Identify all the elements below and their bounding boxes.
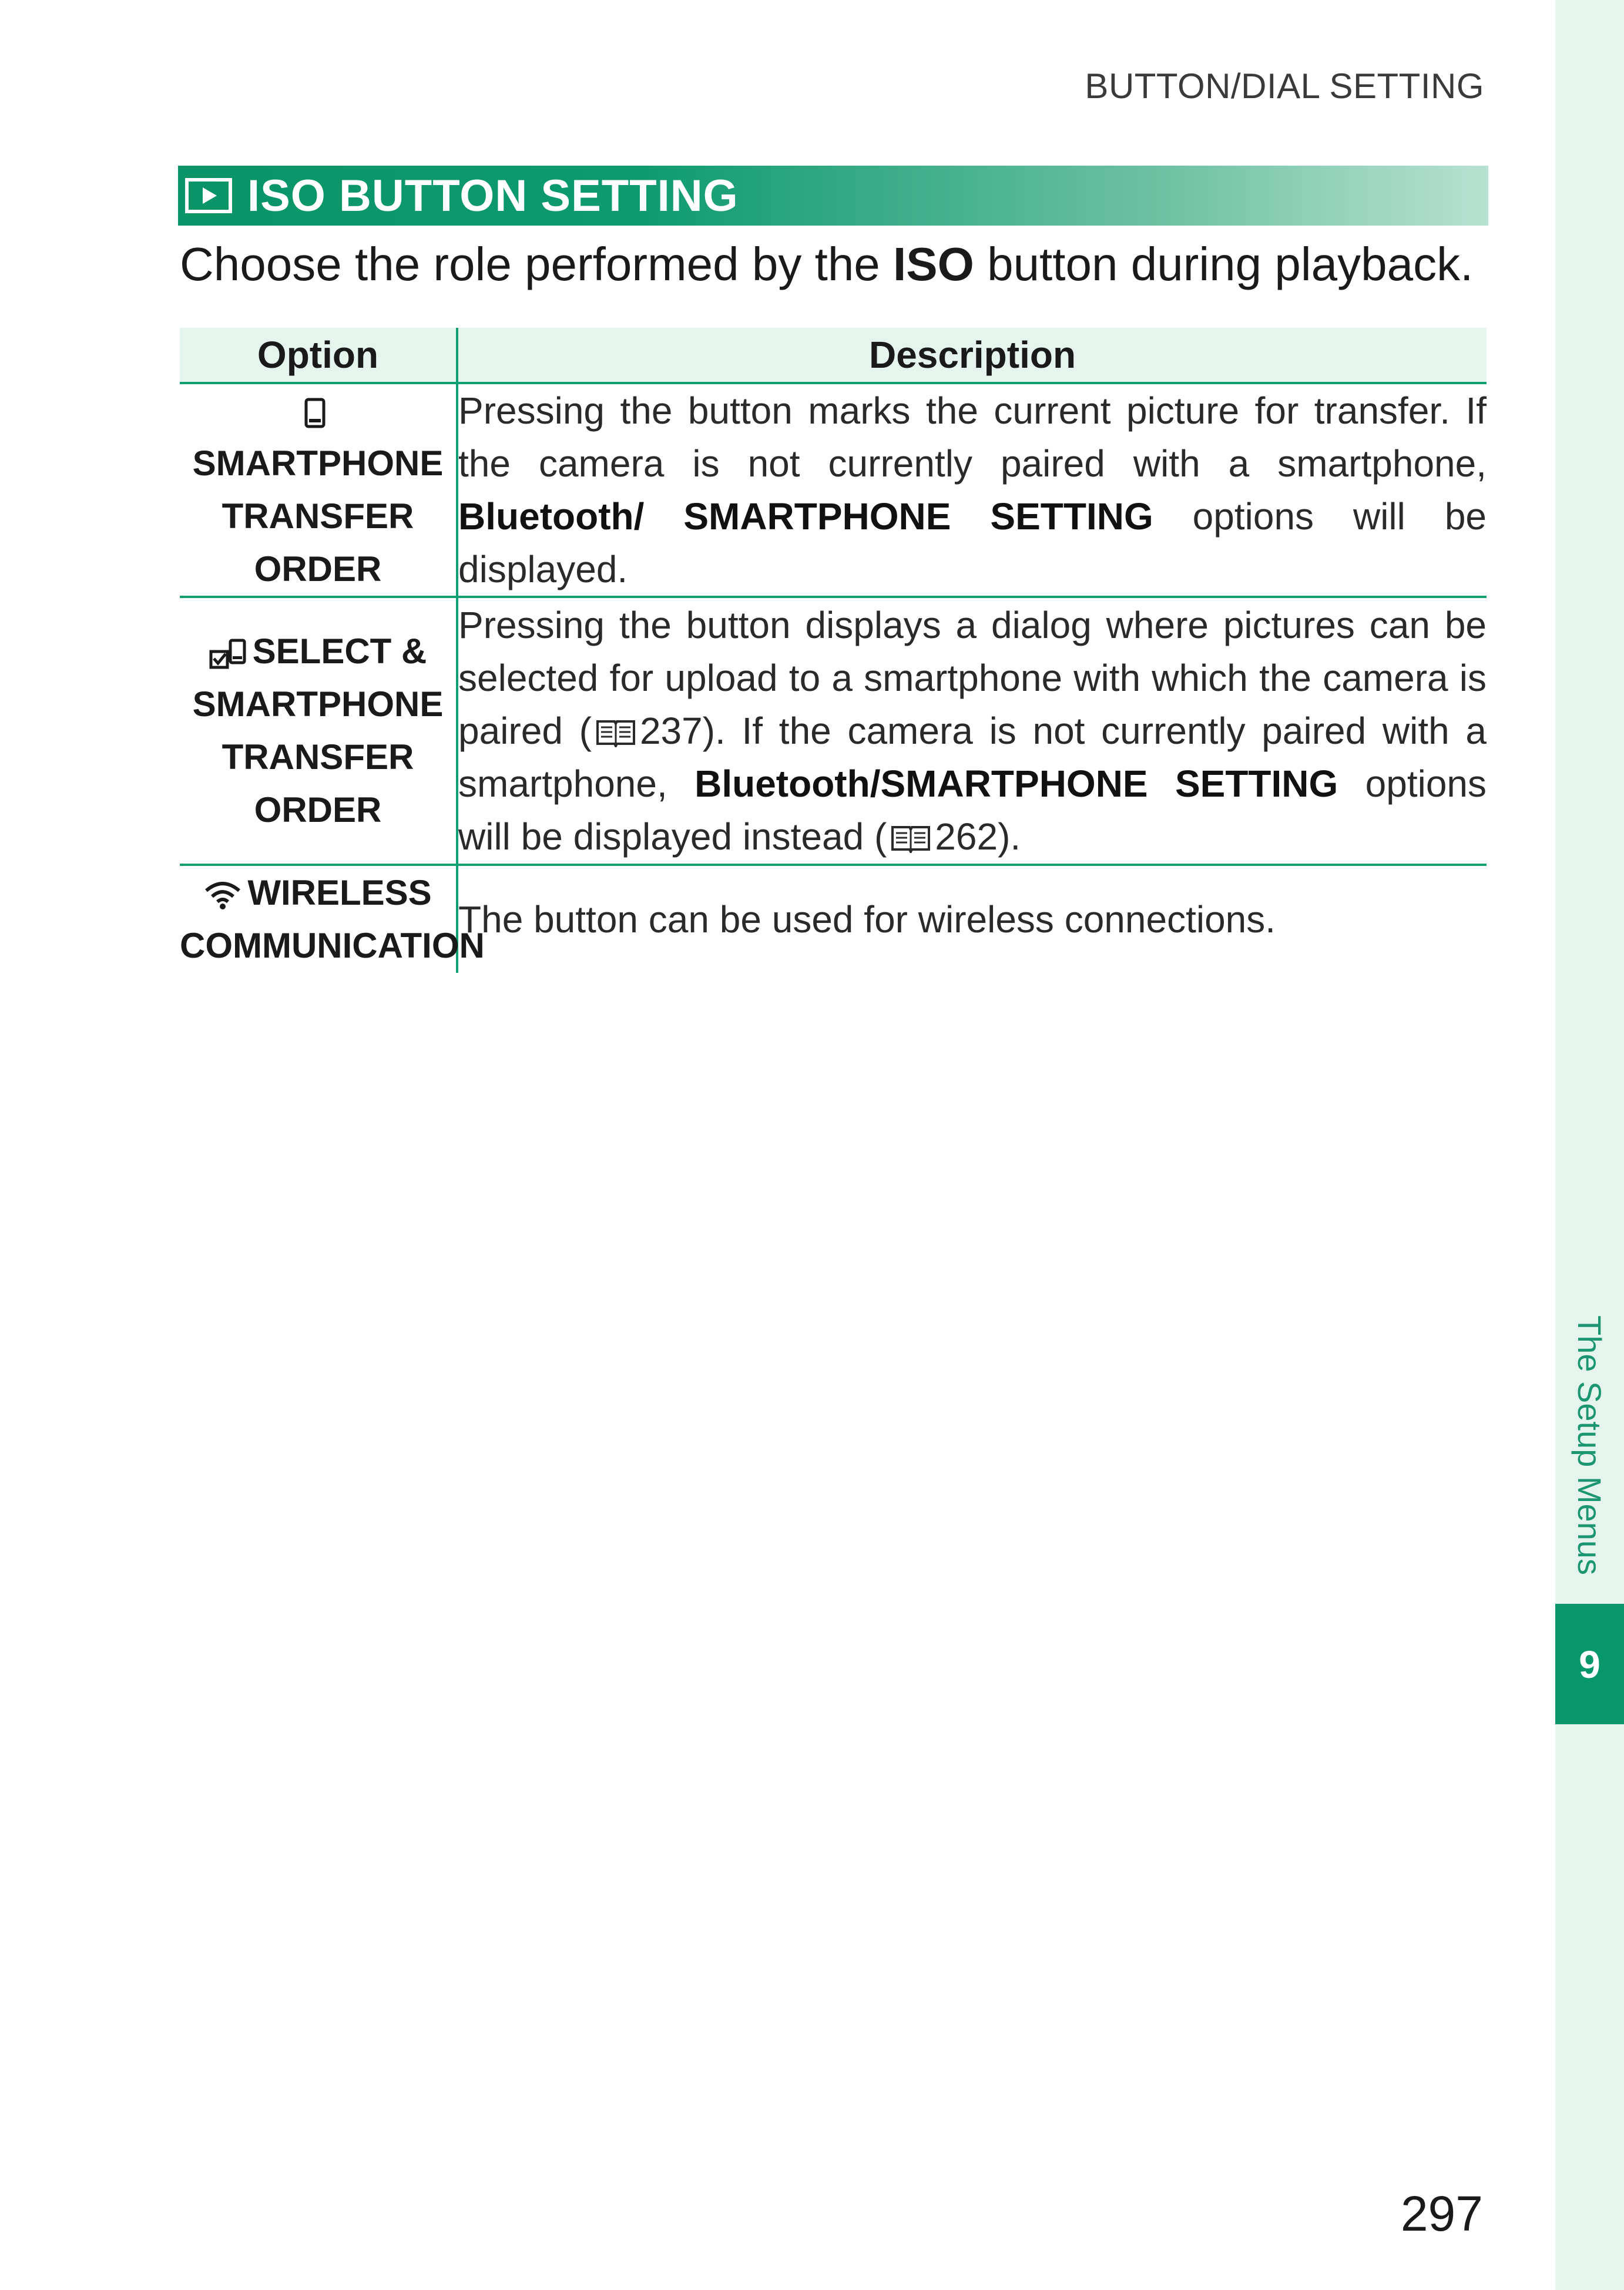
table-row: [180, 597, 1487, 865]
side-tab: [1555, 0, 1624, 2290]
page-reference-icon: [595, 718, 636, 747]
section-title: ISO BUTTON SETTING: [247, 170, 739, 221]
chapter-number: 9: [1555, 1604, 1624, 1724]
page-reference-icon: [890, 824, 931, 853]
description-wireless-communication: The button can be used for wireless connections.: [458, 898, 1276, 941]
option-smartphone-transfer-order: SMARTPHONE TRANSFER ORDER: [180, 383, 457, 597]
header-option: Option: [180, 328, 457, 383]
iso-button-label: ISO: [893, 238, 974, 290]
select-smartphone-icon: [209, 639, 247, 669]
smartphone-icon: [304, 398, 326, 428]
description-select-smartphone-transfer-order: Pressing the button displays a dialog where pictures can be selected for upload to a smartphone with which the camera is paired ( 237). If the camera is not currently paired with a smartphone, Bluetooth/SMARTPHONE SETTING options will be displayed instead ( 262).: [457, 597, 1487, 865]
option-select-smartphone-transfer-order: SELECT & SMARTPHONE TRANSFER ORDER: [180, 597, 457, 865]
option-wireless-communication: WIRELESS COMMUNICATION: [180, 865, 457, 973]
running-head: BUTTON/DIAL SETTING: [1085, 66, 1484, 106]
section-header: [178, 166, 1488, 226]
playback-icon: [185, 178, 232, 213]
chapter-title: The Setup Menus: [1571, 1315, 1608, 1576]
wireless-icon: [204, 880, 241, 911]
table-row: [180, 383, 1487, 597]
intro-text: Choose the role performed by the ISO button during playback.: [180, 238, 1474, 290]
page-number: 297: [1400, 2186, 1483, 2241]
table-header-row: [180, 328, 1487, 383]
options-table: [180, 328, 1487, 973]
table-row: [180, 865, 1487, 973]
chapter-side-label: [1556, 1298, 1623, 1592]
description-smartphone-transfer-order: Pressing the button marks the current picture for transfer. If the camera is not currently paired with a smartphone, Bluetooth/ SMARTPHONE SETTING options will be displayed.: [457, 383, 1487, 597]
header-description: Description: [457, 328, 1487, 383]
